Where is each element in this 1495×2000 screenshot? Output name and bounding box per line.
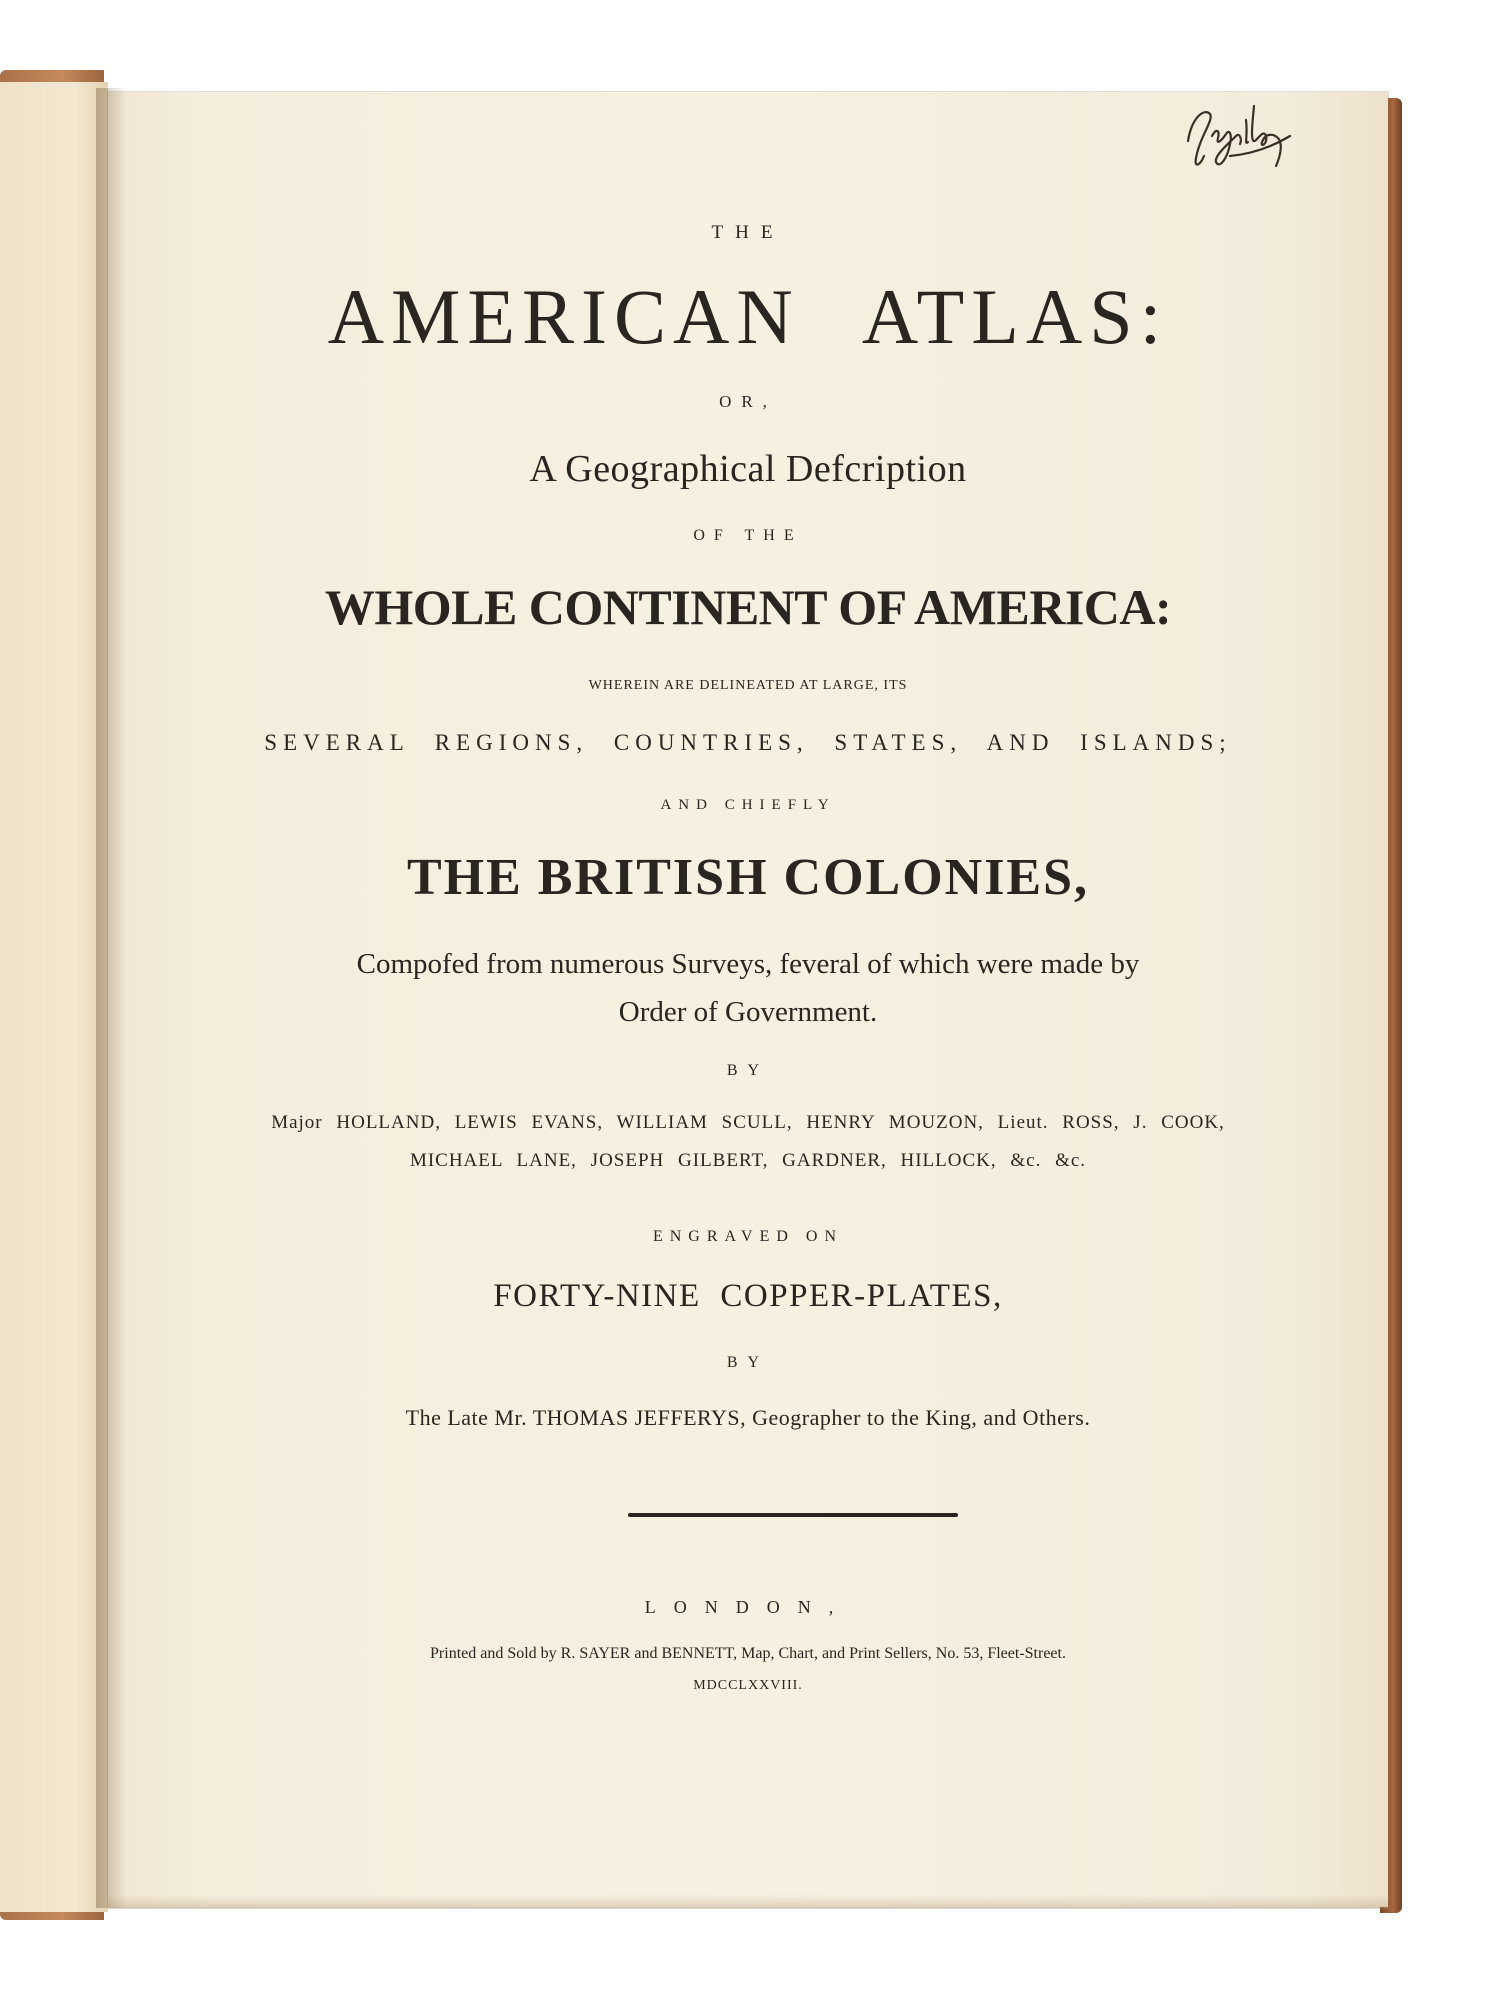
imprint-date: MDCCLXXVIII.	[693, 1678, 803, 1693]
and-chiefly-connector: AND CHIEFLY	[660, 797, 836, 813]
by-connector-2: BY	[726, 1354, 770, 1371]
by-connector-1: BY	[726, 1062, 770, 1079]
main-title: AMERICAN ATLAS:	[327, 273, 1169, 360]
forty-nine-plates-heading: FORTY-NINE COPPER-PLATES,	[493, 1278, 1003, 1314]
the-heading: THE	[711, 222, 785, 243]
signature-ingilby	[1170, 96, 1320, 176]
or-connector: OR,	[719, 392, 777, 411]
page-edge	[108, 1895, 1388, 1909]
imprint-city: LONDON,	[644, 1597, 852, 1617]
left-page	[0, 82, 108, 1912]
composed-line-1: Compofed from numerous Surveys, feveral of which were made by	[356, 948, 1140, 980]
authors-line-1: Major HOLLAND, LEWIS EVANS, WILLIAM SCULL, HENRY MOUZON, Lieut. ROSS, J. COOK,	[271, 1112, 1225, 1133]
subtitle: A Geographical Defcription	[529, 448, 967, 490]
whole-continent-heading: WHOLE CONTINENT OF AMERICA:	[324, 579, 1172, 635]
imprint-printer: Printed and Sold by R. SAYER and BENNETT, Map, Chart, and Print Sellers, No. 53, Fleet-Street.	[430, 1645, 1066, 1662]
engraved-on-line: ENGRAVED ON	[652, 1228, 844, 1245]
authors-line-2: MICHAEL LANE, JOSEPH GILBERT, GARDNER, HILLOCK, &c. &c.	[409, 1150, 1087, 1171]
wherein-line: WHEREIN ARE DELINEATED AT LARGE, ITS	[588, 678, 908, 693]
british-colonies-heading: THE BRITISH COLONIES,	[406, 849, 1090, 906]
divider-rule	[628, 1513, 958, 1517]
composed-line-2: Order of Government.	[618, 996, 878, 1028]
several-regions-line: SEVERAL REGIONS, COUNTRIES, STATES, AND ISLANDS;	[264, 730, 1232, 755]
of-the-connector: OF THE	[693, 527, 803, 544]
jefferys-credit: The Late Mr. THOMAS JEFFERYS, Geographer to the King, and Others.	[405, 1405, 1091, 1430]
